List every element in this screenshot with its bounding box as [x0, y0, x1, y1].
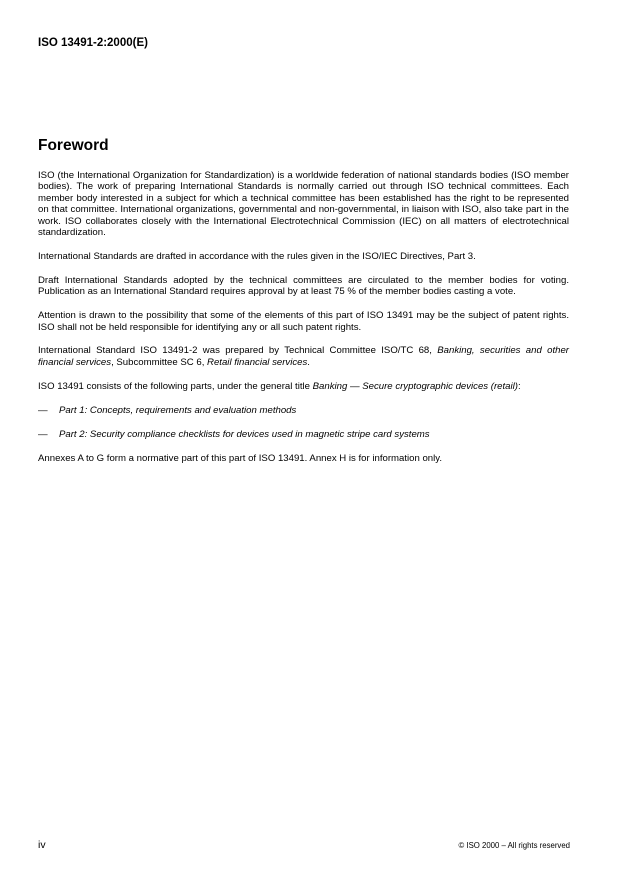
- page-number: iv: [38, 839, 46, 851]
- list-dash: —: [38, 404, 48, 416]
- list-dash: —: [38, 428, 48, 440]
- foreword-body: [38, 170, 569, 476]
- list-item-part1: Part 1: Concepts, requirements and evaluation methods: [59, 404, 297, 416]
- paragraph-annexes: Annexes A to G form a normative part of this part of ISO 13491. Annex H is for information only.: [38, 452, 443, 464]
- paragraph-drafting-rules: International Standards are drafted in accordance with the rules given in the ISO/IEC Directives, Part 3.: [38, 250, 476, 262]
- paragraph-voting: Draft International Standards adopted by the technical committees are circulated to the member bodies for voting. Publication as an International Standard requires approval by at least 75 % of the member bodies casting a vote.: [38, 274, 569, 298]
- parts-intro-colon: :: [517, 380, 521, 392]
- list-item-part2: Part 2: Security compliance checklists for devices used in magnetic stripe card systems: [59, 428, 430, 440]
- paragraph-patent-rights: Attention is drawn to the possibility that some of the elements of this part of ISO 13491 may be the subject of patent rights. ISO shall not be held responsible for identifying any or all such patent rights.: [38, 310, 569, 333]
- page-title: Foreword: [38, 137, 109, 154]
- document-id-header: ISO 13491-2:2000(E): [38, 37, 148, 49]
- paragraph-committee: [38, 345, 569, 368]
- committee-text-a: International Standard ISO 13491-2 was prepared by Technical Committee ISO/TC 68,: [38, 345, 438, 357]
- committee-text-e: .: [307, 356, 310, 368]
- copyright-notice: © ISO 2000 – All rights reserved: [458, 841, 570, 850]
- subcommittee-name: Retail financial services: [207, 356, 308, 368]
- parts-intro-text: ISO 13491 consists of the following parts, under the general title: [38, 380, 313, 392]
- committee-name: Banking, securities and other financial services: [38, 345, 569, 368]
- committee-text-c: , Subcommittee SC 6,: [111, 356, 208, 368]
- general-title: Banking — Secure cryptographic devices (retail): [312, 380, 518, 392]
- list-item: [38, 405, 569, 416]
- list-item: [38, 429, 569, 440]
- paragraph-parts-intro: [38, 381, 569, 392]
- paragraph-iso-intro: ISO (the International Organization for Standardization) is a worldwide federation of national standards bodies (ISO member bodies). The work of preparing International Standards is normally carried out through ISO technical committees. Each member body interested in a subject for which a technical committee has been established has the right to be represented on that committee. International organizations, governmental and non-governmental, in liaison with ISO, also take part in the work. ISO collaborates closely with the International Electrotechnical Commission (IEC) on all matters of electrotechnical standardization.: [38, 170, 569, 239]
